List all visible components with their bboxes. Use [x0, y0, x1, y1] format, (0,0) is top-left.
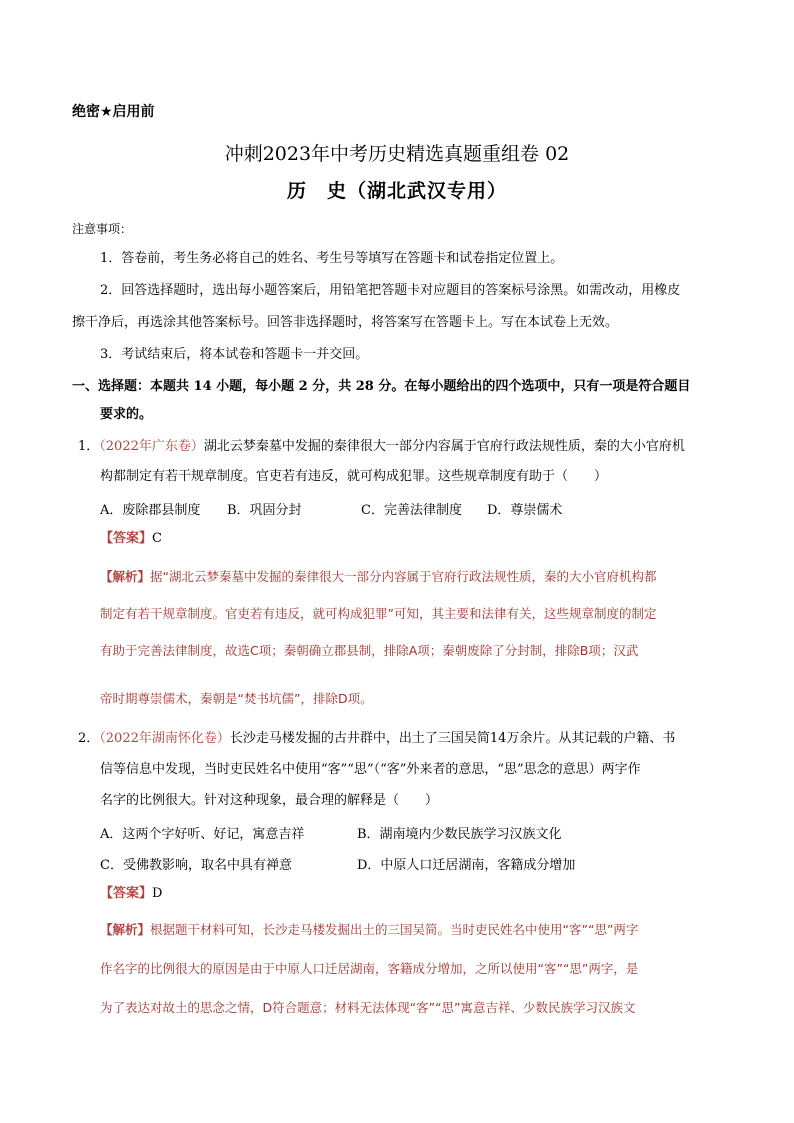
- q2-option-c: C．受佛教影响，取名中具有禅意: [100, 858, 292, 873]
- note-item-2: 2．回答选择题时，选出每小题答案后，用铅笔把答题卡对应题目的答案标号涂黑。如需改动，用橡皮: [100, 283, 681, 298]
- question-source: （2022年广东卷）: [99, 439, 204, 454]
- q1-analysis-line-2: 制定有若干规章制度。官吏若有违反，就可构成犯罪”可知，其主要和法律有关，这些规章制度的制定: [100, 606, 657, 621]
- question-1-stem: [78, 438, 685, 456]
- question-2-stem-cont: 信等信息中发现，当时吏民姓名中使用“客”“思”（“客”外来者的意思，“思”思念的意思）两字作: [100, 762, 641, 777]
- question-1-stem-cont: 构都制定有若干规章制度。官吏若有违反，就可构成犯罪。这些规章制度有助于（ ）: [100, 469, 608, 484]
- exam-subtitle: 历 史（湖北武汉专用）: [286, 180, 507, 202]
- q2-option-a: A．这两个字好听、好记，寓意吉祥: [100, 827, 305, 842]
- q2-answer: [100, 885, 162, 903]
- question-number: 1．: [78, 439, 100, 454]
- q1-analysis-line-1: 【解析】据“湖北云梦秦墓中发掘的秦律很大一部分内容属于官府行政法规性质，秦的大小官府机构都: [100, 569, 657, 584]
- answer-tag: 【答案】: [100, 531, 153, 546]
- q1-option-c: C．完善法律制度: [361, 503, 462, 518]
- question-2-stem: [78, 730, 675, 748]
- exam-title: 冲刺2023年中考历史精选真题重组卷 02: [224, 143, 570, 165]
- analysis-tag: 【解析】: [100, 569, 151, 584]
- q2-option-b: B．湖南境内少数民族学习汉族文化: [357, 827, 562, 842]
- q1-analysis-line-4: 帝时期尊崇儒术，秦朝是“焚书坑儒”，排除D项。: [100, 691, 373, 706]
- q2-analysis-line-3: 为了表达对故土的思念之情，D符合题意；材料无法体现“客”“思”寓意吉祥、少数民族学习汉族文: [100, 1000, 636, 1015]
- answer-tag: 【答案】: [100, 886, 153, 901]
- answer-value: D: [152, 886, 163, 901]
- answer-value: C: [152, 531, 162, 546]
- question-source: （2022年湖南怀化卷）: [99, 731, 230, 746]
- q1-analysis-line-3: 有助于完善法律制度，故选C项；秦朝确立郡县制，排除A项；秦朝废除了分封制，排除B项；汉武: [100, 643, 639, 658]
- note-item-3: 3．考试结束后，将本试卷和答题卡一并交回。: [100, 347, 369, 362]
- confidential-mark: 绝密★启用前: [72, 104, 155, 120]
- note-item-2-cont: 擦干净后，再选涂其他答案标号。回答非选择题时，将答案写在答题卡上。写在本试卷上无效。: [72, 315, 619, 330]
- q2-analysis-line-1: 【解析】根据题干材料可知，长沙走马楼发掘出土的三国吴简。当时吏民姓名中使用“客”“思”两字: [100, 922, 639, 937]
- q1-option-a: A．废除郡县制度: [100, 503, 201, 518]
- section-heading: 一、选择题：本题共 14 小题，每小题 2 分，共 28 分。在每小题给出的四个选项中，只有一项是符合题目: [72, 379, 691, 394]
- question-2-stem-cont-2: 名字的比例很大。针对这种现象，最合理的解释是（ ）: [100, 793, 439, 808]
- q1-option-d: D．尊崇儒术: [487, 503, 563, 518]
- q1-answer: [100, 530, 162, 548]
- question-text: 长沙走马楼发掘的古井群中，出土了三国吴简14万余片。从其记载的户籍、书: [229, 731, 676, 746]
- analysis-tag: 【解析】: [100, 922, 151, 937]
- section-heading-cont: 要求的。: [100, 407, 153, 422]
- q2-option-d: D．中原人口迁居湖南，客籍成分增加: [357, 858, 576, 873]
- question-number: 2．: [78, 731, 100, 746]
- q2-analysis-line-2: 作名字的比例很大的原因是由于中原人口迁居湖南，客籍成分增加，之所以使用“客”“思”两字，是: [100, 961, 639, 976]
- q1-option-b: B．巩固分封: [227, 503, 302, 518]
- note-item-1: 1．答卷前，考生务必将自己的姓名、考生号等填写在答题卡和试卷指定位置上。: [100, 251, 564, 266]
- question-text: 湖北云梦秦墓中发掘的秦律很大一部分内容属于官府行政法规性质，秦的大小官府机: [203, 439, 685, 454]
- notes-label: 注意事项：: [72, 222, 133, 236]
